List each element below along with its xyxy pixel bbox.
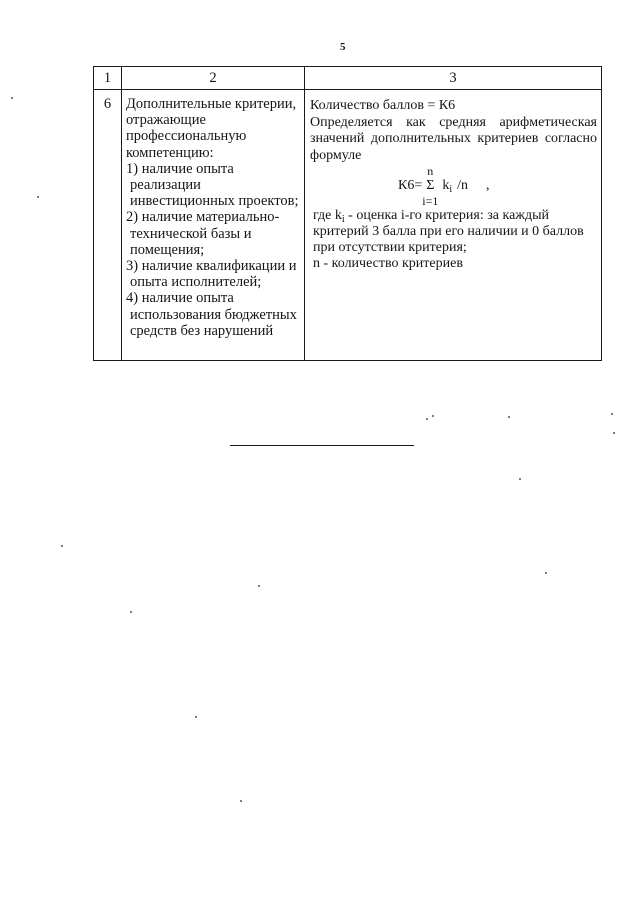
scoring-title: Количество баллов = К6 bbox=[310, 98, 456, 113]
criteria-table bbox=[93, 66, 602, 361]
criteria-line: опыта исполнителей; bbox=[130, 274, 262, 291]
scan-speck bbox=[240, 800, 242, 802]
criteria-line: реализации bbox=[130, 177, 201, 194]
explanation-line: при отсутствии критерия; bbox=[313, 240, 467, 255]
scan-speck bbox=[519, 478, 521, 480]
criteria-line: инвестиционных проектов; bbox=[130, 193, 299, 210]
description-line: формуле bbox=[310, 147, 362, 163]
criteria-line: отражающие bbox=[126, 112, 206, 129]
explanation-line bbox=[310, 208, 597, 224]
scan-speck bbox=[508, 416, 510, 418]
criteria-line: 2) наличие материально- bbox=[126, 209, 280, 226]
criteria-line: 3) наличие квалификации и bbox=[126, 258, 297, 275]
criteria-line: Дополнительные критерии, bbox=[126, 96, 297, 112]
explanation-index: i bbox=[341, 214, 345, 225]
term-symbol: k bbox=[442, 178, 450, 193]
description-line: Определяется как средняя арифметическая bbox=[310, 114, 597, 130]
formula-lhs: К6= bbox=[398, 178, 423, 193]
header-cell-3: 3 bbox=[305, 67, 601, 90]
scoring-cell bbox=[305, 90, 601, 360]
formula-comma: , bbox=[486, 178, 490, 193]
explanation-text: где k bbox=[313, 208, 342, 223]
criteria-line: 1) наличие опыта bbox=[126, 160, 234, 177]
scan-speck bbox=[613, 432, 615, 434]
closing-rule bbox=[230, 445, 414, 446]
sum-lower-limit: i=1 bbox=[422, 194, 439, 208]
sum-operator: Σ bbox=[426, 178, 435, 193]
criteria-line: 4) наличие опыта bbox=[126, 290, 234, 307]
criteria-line: технической базы и bbox=[130, 225, 252, 242]
formula-term bbox=[438, 178, 489, 194]
scan-speck bbox=[11, 97, 13, 99]
scan-speck bbox=[195, 716, 197, 718]
term-divisor: /n bbox=[457, 178, 469, 193]
criteria-cell bbox=[122, 90, 305, 360]
criteria-line: помещения; bbox=[130, 241, 205, 258]
k6-formula bbox=[398, 164, 490, 208]
explanation-line: n - количество критериев bbox=[313, 256, 463, 271]
term-index: i bbox=[449, 184, 453, 195]
header-cell-2: 2 bbox=[122, 67, 305, 90]
scan-speck bbox=[258, 585, 260, 587]
sum-upper-limit: n bbox=[427, 164, 434, 178]
explanation-line: критерий 3 балла при его наличии и 0 баллов bbox=[313, 224, 584, 239]
explanation-text: - оценка i-го критерия: за каждый bbox=[344, 208, 549, 223]
criteria-line: компетенцию: bbox=[126, 144, 214, 161]
criteria-line: использования бюджетных bbox=[130, 306, 297, 323]
scan-speck bbox=[611, 413, 613, 415]
criteria-line: профессиональную bbox=[126, 128, 247, 145]
header-cell-1: 1 bbox=[94, 67, 122, 90]
scan-speck bbox=[545, 572, 547, 574]
description-line: значений дополнительных критериев согласно bbox=[310, 131, 597, 146]
scan-speck bbox=[61, 545, 63, 547]
page-number: 5 bbox=[340, 41, 346, 53]
scan-speck bbox=[130, 611, 132, 613]
scan-speck bbox=[426, 418, 428, 420]
row-number-cell: 6 bbox=[94, 90, 122, 360]
scan-speck bbox=[432, 415, 434, 417]
scan-speck bbox=[37, 196, 39, 198]
criteria-line: средств без нарушений bbox=[130, 322, 274, 339]
